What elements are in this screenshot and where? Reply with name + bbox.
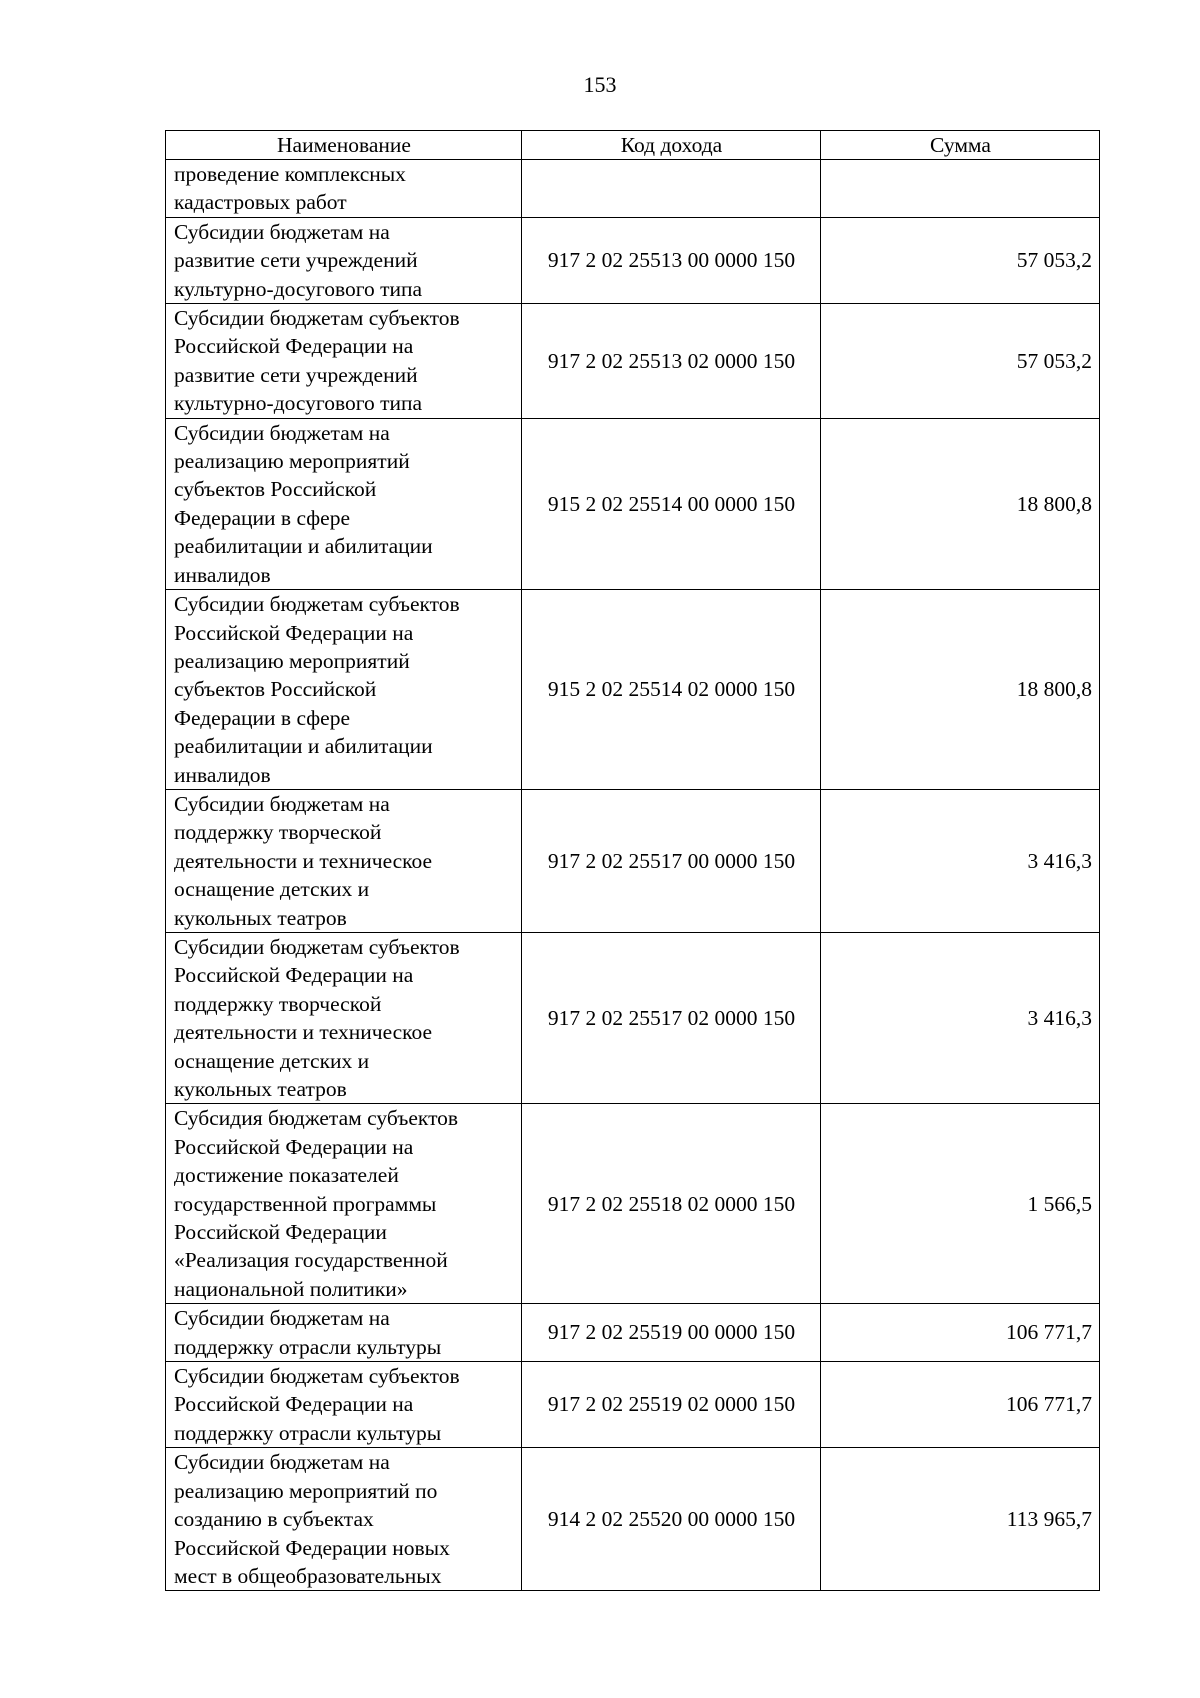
row-name: Субсидии бюджетам на развитие сети учреждений культурно-досугового типа [166,217,522,303]
row-code: 915 2 02 25514 00 0000 150 [522,418,821,589]
page-number: 153 [583,72,617,97]
table-row [166,1304,1100,1362]
row-sum: 113 965,7 [821,1448,1100,1591]
table-row [166,1104,1100,1304]
row-code: 917 2 02 25513 02 0000 150 [522,304,821,419]
row-sum: 3 416,3 [821,932,1100,1103]
row-sum: 106 771,7 [821,1362,1100,1448]
row-sum: 1 566,5 [821,1104,1100,1304]
row-code: 917 2 02 25513 00 0000 150 [522,217,821,303]
table-row [166,1448,1100,1591]
row-name: проведение комплексных кадастровых работ [166,160,522,218]
table-header-row [166,131,1100,160]
row-name: Субсидии бюджетам субъектов Российской Федерации на реализацию мероприятий субъектов Российской Федерации в сфере реабилитации и абилитации инвалидов [166,590,522,790]
table-row [166,418,1100,589]
row-name: Субсидии бюджетам на реализацию мероприятий по созданию в субъектах Российской Федерации новых мест в общеобразовательных [166,1448,522,1591]
table-row [166,217,1100,303]
row-sum: 106 771,7 [821,1304,1100,1362]
table-row [166,590,1100,790]
row-name: Субсидии бюджетам субъектов Российской Федерации на поддержку отрасли культуры [166,1362,522,1448]
row-code: 917 2 02 25519 00 0000 150 [522,1304,821,1362]
row-code [522,160,821,218]
row-sum: 57 053,2 [821,304,1100,419]
row-code: 914 2 02 25520 00 0000 150 [522,1448,821,1591]
row-sum: 18 800,8 [821,590,1100,790]
table-row [166,1362,1100,1448]
row-sum [821,160,1100,218]
row-code: 917 2 02 25519 02 0000 150 [522,1362,821,1448]
row-name: Субсидии бюджетам на реализацию мероприятий субъектов Российской Федерации в сфере реабилитации и абилитации инвалидов [166,418,522,589]
table-row [166,932,1100,1103]
row-name: Субсидии бюджетам на поддержку творческой деятельности и техническое оснащение детских и кукольных театров [166,789,522,932]
row-name: Субсидия бюджетам субъектов Российской Федерации на достижение показателей государственной программы Российской Федерации «Реализация государственной национальной политики» [166,1104,522,1304]
table-row [166,304,1100,419]
header-code: Код дохода [522,131,821,160]
row-code: 915 2 02 25514 02 0000 150 [522,590,821,790]
revenue-table [165,130,1100,1591]
row-name: Субсидии бюджетам на поддержку отрасли культуры [166,1304,522,1362]
row-sum: 57 053,2 [821,217,1100,303]
header-sum: Сумма [821,131,1100,160]
row-code: 917 2 02 25517 00 0000 150 [522,789,821,932]
row-code: 917 2 02 25518 02 0000 150 [522,1104,821,1304]
row-name: Субсидии бюджетам субъектов Российской Федерации на поддержку творческой деятельности и техническое оснащение детских и кукольных театров [166,932,522,1103]
header-name: Наименование [166,131,522,160]
table-row [166,789,1100,932]
table-row [166,160,1100,218]
row-code: 917 2 02 25517 02 0000 150 [522,932,821,1103]
row-sum: 3 416,3 [821,789,1100,932]
row-sum: 18 800,8 [821,418,1100,589]
row-name: Субсидии бюджетам субъектов Российской Федерации на развитие сети учреждений культурно-досугового типа [166,304,522,419]
